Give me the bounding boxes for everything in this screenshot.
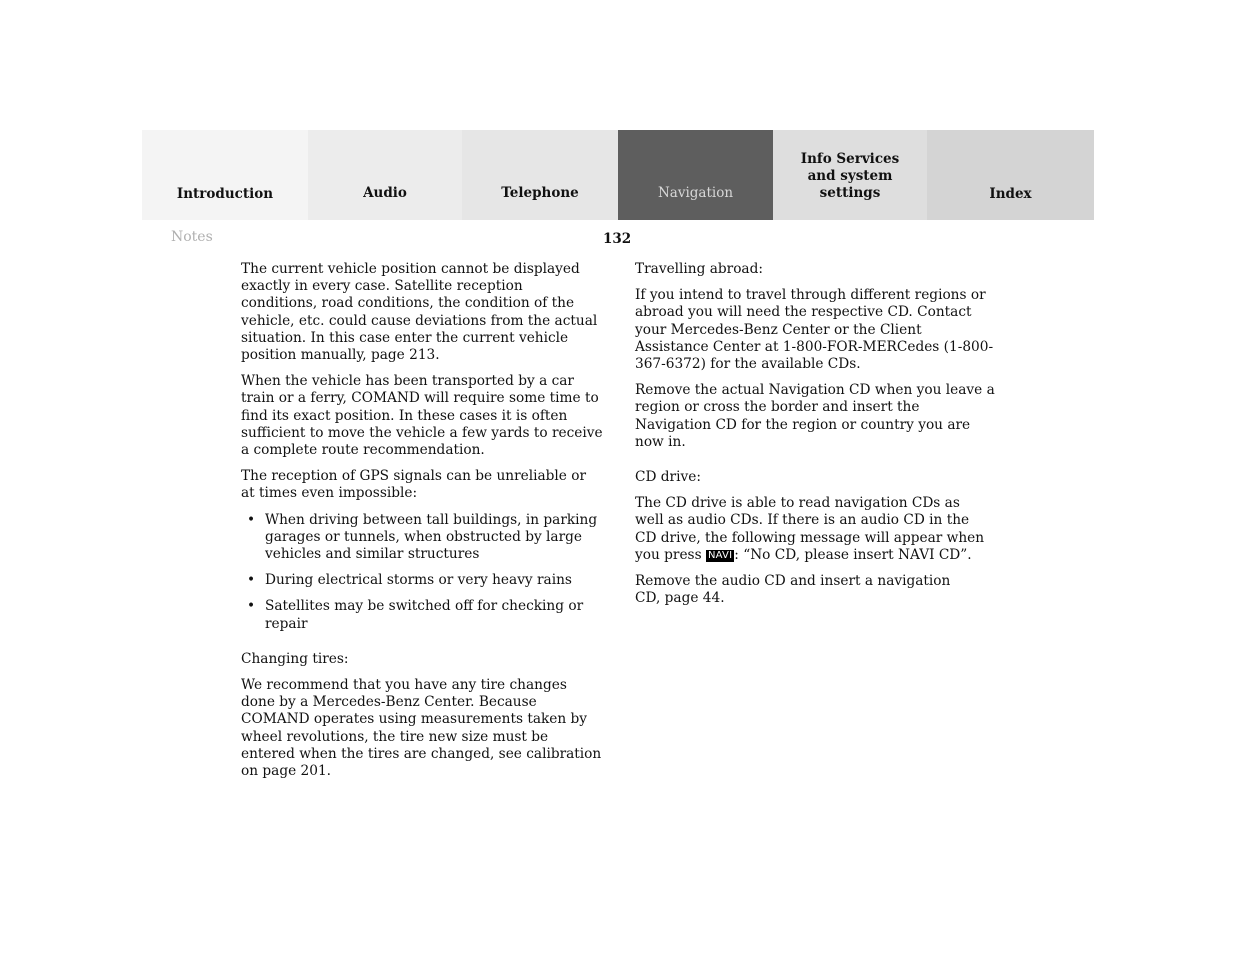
navi-key-icon: NAVI — [707, 549, 733, 561]
cd-drive-message: : “No CD, please insert NAVI CD”. — [734, 546, 972, 563]
tab-telephone[interactable] — [462, 130, 618, 220]
gps-bullet-list — [241, 512, 603, 633]
list-item — [241, 572, 603, 589]
right-column — [635, 261, 997, 616]
paragraph-transport: When the vehicle has been transported by a car train or a ferry, COMAND will require some time to find its exact position. In these cases it is often sufficient to move the vehicle a few yards to receive a complete route recommendation. — [241, 373, 603, 459]
list-item — [241, 598, 603, 632]
tab-info-services-label: Info Services and system settings — [800, 151, 900, 201]
tab-telephone-label: Telephone — [501, 185, 579, 201]
heading-cd-drive: CD drive: — [635, 469, 701, 486]
page-number: 132 — [603, 231, 632, 247]
paragraph-gps-reception: The reception of GPS signals can be unreliable or at times even impossible: — [241, 468, 587, 502]
paragraph-abroad-cds: If you intend to travel through different regions or abroad you will need the respective CD. Contact your Mercedes-Benz Center or the Client Assistance Center at 1-800-FOR-MERCedes (1-800-367-6372) for the available CDs. — [635, 287, 994, 373]
tab-audio-label: Audio — [363, 185, 407, 201]
tab-index-label: Index — [989, 186, 1032, 202]
chapter-tab-bar — [142, 130, 1094, 220]
list-item-text: When driving between tall buildings, in parking garages or tunnels, when obstructed by large vehicles and similar structures — [265, 511, 598, 563]
heading-changing-tires: Changing tires: — [241, 650, 349, 667]
tab-audio[interactable] — [308, 130, 462, 220]
tab-introduction[interactable] — [142, 130, 308, 220]
left-column — [241, 261, 603, 789]
list-item-text: Satellites may be switched off for checking or repair — [265, 598, 584, 632]
tab-info-services[interactable] — [773, 130, 927, 220]
paragraph-abroad-remove: Remove the actual Navigation CD when you leave a region or cross the border and insert the Navigation CD for the region or country you are now in. — [635, 382, 995, 450]
tab-index[interactable] — [927, 130, 1094, 220]
bullet-icon: • — [247, 511, 256, 528]
list-item — [241, 512, 603, 564]
paragraph-cd-drive — [635, 495, 985, 564]
section-label: Notes — [171, 229, 213, 245]
paragraph-remove-audio-cd: Remove the audio CD and insert a navigation CD, page 44. — [635, 573, 951, 607]
cd-drive-text: The CD drive is able to read navigation CDs as well as audio CDs. If there is an audio CD in the CD drive, the following message will appear when you press — [635, 495, 985, 563]
heading-travelling-abroad: Travelling abroad: — [635, 261, 763, 277]
bullet-icon: • — [247, 598, 256, 615]
tab-navigation[interactable] — [618, 130, 773, 220]
tab-introduction-label: Introduction — [176, 186, 274, 202]
list-item-text: During electrical storms or very heavy rains — [265, 572, 572, 589]
tab-navigation-label: Navigation — [657, 185, 734, 201]
paragraph-position-accuracy: The current vehicle position cannot be displayed exactly in every case. Satellite reception conditions, road conditions, the condition of the vehicle, etc. could cause deviations from the actual situation. In this case enter the current vehicle position manually, page 213. — [241, 261, 598, 364]
bullet-icon: • — [247, 572, 256, 589]
paragraph-changing-tires: We recommend that you have any tire changes done by a Mercedes-Benz Center. Because COMAND operates using measurements taken by wheel revolutions, the tire new size must be entered when the tires are changed, see calibration on page 201. — [241, 677, 602, 780]
